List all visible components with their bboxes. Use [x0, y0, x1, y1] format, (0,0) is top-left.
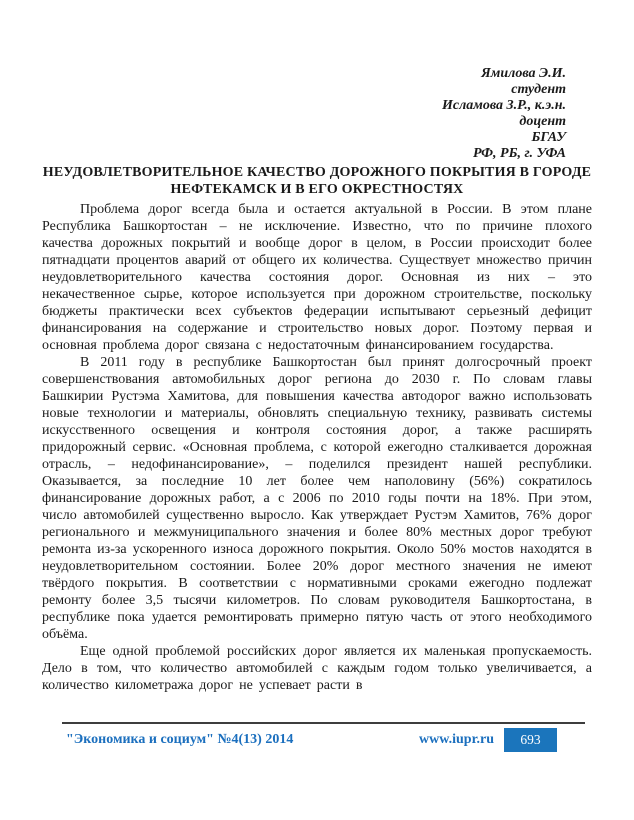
journal-title: "Экономика и социум" №4(13) 2014: [66, 732, 294, 747]
author-role: студент: [511, 82, 566, 97]
article-body: [42, 201, 592, 694]
article-title: НЕУДОВЛЕТВОРИТЕЛЬНОЕ КАЧЕСТВО ДОРОЖНОГО ПОКРЫТИЯ В ГОРОДЕ НЕФТЕКАМСК И В ЕГО ОКРЕСТНОСТЯХ: [42, 165, 592, 197]
author-role: доцент: [519, 114, 566, 129]
website-link[interactable]: www.iupr.ru: [419, 732, 494, 747]
author-block: [0, 0, 634, 162]
footer-row: [62, 728, 585, 752]
author-name: Ямилова Э.И.: [481, 66, 566, 81]
footer-right-group: [419, 728, 557, 752]
paragraph: Еще одной проблемой российских дорог является их маленькая пропускаемость. Дело в том, что количество автомобилей с каждым годом только увеличивается, а количество километража дорог не успевает расти в: [42, 644, 592, 693]
page-number-badge: 693: [504, 728, 557, 752]
author-name: Исламова З.Р., к.э.н.: [442, 98, 566, 113]
page-footer: [62, 722, 585, 752]
paragraph: В 2011 году в республике Башкортостан был принят долгосрочный проект совершенствования автомобильных дорог региона до 2030 г. По словам главы Башкирии Рустэма Хамитова, для повышения качества автодорог важно использовать новые технологии и материалы, обновлять специальную технику, развивать системы искусственного освещения и контроля состояния дорог, а также расширять придорожный сервис. «Основная проблема, с которой ежегодно сталкивается дорожная отрасль, – недофинансирование», – поделился президент нашей республики. Оказывается, за последние 10 лет более чем наполовину (56%) сократилось финансирование дорожных работ, а с 2006 по 2010 годы почти на 18%. При этом, число автомобилей существенно выросло. Как утверждает Рустэм Хамитов, 76% дорог регионального и межмуниципального значения и более 80% местных дорог требуют ремонта из-за ускоренного износа дорожного покрытия. Около 50% мостов находятся в неудовлетворительном состоянии. Более 20% дорог местного значения не имеют твёрдого покрытия. В соответствии с нормативными сроками ежегодно подлежат ремонту более 3,5 тысячи километров. По словам руководителя Башкортостана, в республике пока удается ремонтировать примерно пятую часть от этого необходимого объёма.: [42, 355, 592, 642]
paragraph: Проблема дорог всегда была и остается актуальной в России. В этом плане Республика Башкортостан – не исключение. Известно, что по причине плохого качества дорожных покрытий и вообще дорог в целом, в России происходит более пятнадцати процентов аварий от общего их количества. Существует множество причин неудовлетворительного качества состояния дорог. Основная из них – это некачественное сырье, которое используется при дорожном строительстве, поскольку бюджеты практически всех субъектов федерации испытывают серьезный дефицит финансирования на содержание и строительство новых дорог. Поэтому первая и основная проблема дорог связана с недостаточным финансированием государства.: [42, 202, 592, 353]
author-location: РФ, РБ, г. УФА: [472, 146, 566, 161]
author-affiliation: БГАУ: [531, 130, 566, 145]
